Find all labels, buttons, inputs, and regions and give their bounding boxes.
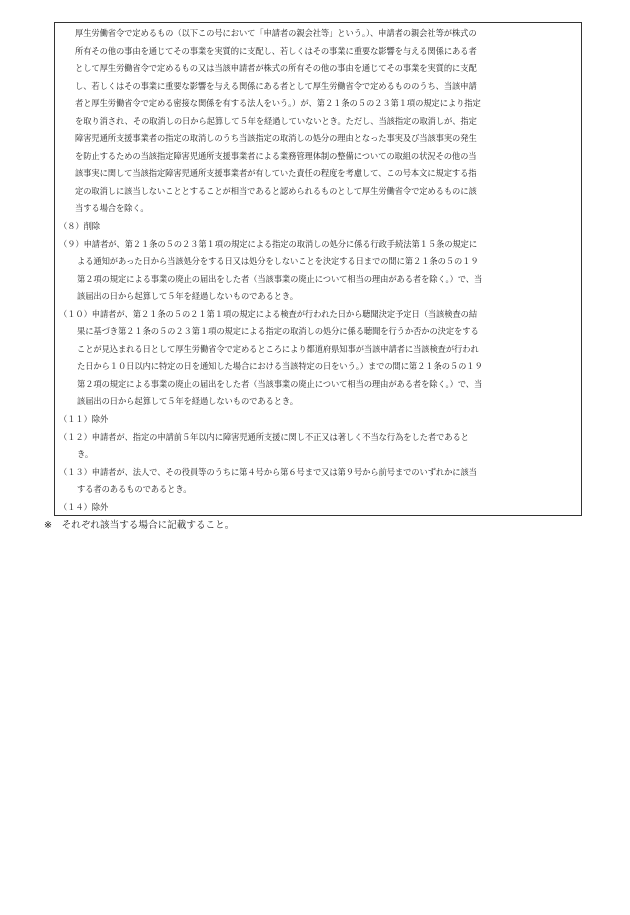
conditions-text <box>59 25 577 516</box>
item-13-heading: （１３）申請者が、法人で、その役員等のうちに第４号から第６号まで又は第９号から前号までのいずれかに該当 <box>59 466 477 477</box>
text-line: 障害児通所支援事業者の指定の取消しのうち当該指定の取消しの処分の理由となった事実及び当該事実の発生 <box>75 133 477 144</box>
item-8-deleted: （８）削除 <box>59 221 100 232</box>
item-11-excluded: （１１）除外 <box>59 414 109 425</box>
text-line: 者と厚生労働省令で定める密接な関係を有する法人をいう。）が、第２１条の５の２３第１項の規定により指定 <box>75 98 481 109</box>
text-line: 該届出の日から起算して５年を経過しないものであるとき。 <box>77 291 298 302</box>
text-line: 厚生労働省令で定めるもの（以下この号において「申請者の親会社等」という。）、申請者の親会社等が株式の <box>75 28 477 38</box>
text-line: する者のあるものであるとき。 <box>77 484 192 495</box>
text-line: を取り消され、その取消しの日から起算して５年を経過していないとき。ただし、当該指定の取消しが、指定 <box>75 115 477 126</box>
text-line: として厚生労働省令で定めるもの又は当該申請者が株式の所有その他の事由を通じてその事業を実質的に支配 <box>75 63 477 74</box>
footnote: ※ それぞれ該当する場合に記載すること。 <box>44 520 235 531</box>
text-line: 該届出の日から起算して５年を経過しないものであるとき。 <box>77 396 298 407</box>
item-12-heading: （１２）申請者が、指定の申請前５年以内に障害児通所支援に関し不正又は著しく不当な行為をした者であると <box>59 431 469 442</box>
text-line: よる通知があった日から当該処分をする日又は処分をしないことを決定する日までの間に第２１条の５の１９ <box>77 256 479 267</box>
item-9-heading: （９）申請者が、第２１条の５の２３第１項の規定による指定の取消しの処分に係る行政手続法第１５条の規定に <box>59 238 478 249</box>
text-line: ことが見込まれる日として厚生労働省令で定めるところにより都道府県知事が当該申請者に当該検査が行われ <box>77 343 479 354</box>
text-line: を防止するための当該指定障害児通所支援事業者による業務管理体制の整備についての取組の状況その他の当 <box>75 150 477 161</box>
text-line: 第２項の規定による事業の廃止の届出をした者（当該事業の廃止について相当の理由がある者を除く。）で、当 <box>77 378 483 389</box>
item-10-heading: （１０）申請者が、第２１条の５の２１第１項の規定による検査が行われた日から聴聞決定予定日（当該検査の結 <box>59 308 478 319</box>
text-line: 定の取消しに該当しないこととすることが相当であると認められるものとして厚生労働省令で定めるものに該 <box>75 185 477 196</box>
text-line: し、若しくはその事業に重要な影響を与える関係にある者として厚生労働省令で定めるもののうち、当該申請 <box>75 80 477 91</box>
text-line: 当する場合を除く。 <box>75 203 149 214</box>
text-line: 果に基づき第２１条の５の２３第１項の規定による指定の取消しの処分に係る聴聞を行うか否かの決定をする <box>77 326 479 337</box>
text-line: た日から１０日以内に特定の日を通知した場合における当該特定の日をいう。）までの間に第２１条の５の１９ <box>77 361 483 372</box>
conditions-box <box>54 22 582 516</box>
item-14-excluded: （１４）除外 <box>59 501 109 512</box>
text-line: き。 <box>77 449 94 460</box>
text-line: 第２項の規定による事業の廃止の届出をした者（当該事業の廃止について相当の理由がある者を除く。）で、当 <box>77 273 483 284</box>
text-line: 所有その他の事由を通じてその事業を実質的に支配し、若しくはその事業に重要な影響を与える関係にある者 <box>75 45 477 56</box>
text-line: 該事実に関して当該指定障害児通所支援事業者が有していた責任の程度を考慮して、この号本文に規定する指 <box>75 168 477 179</box>
